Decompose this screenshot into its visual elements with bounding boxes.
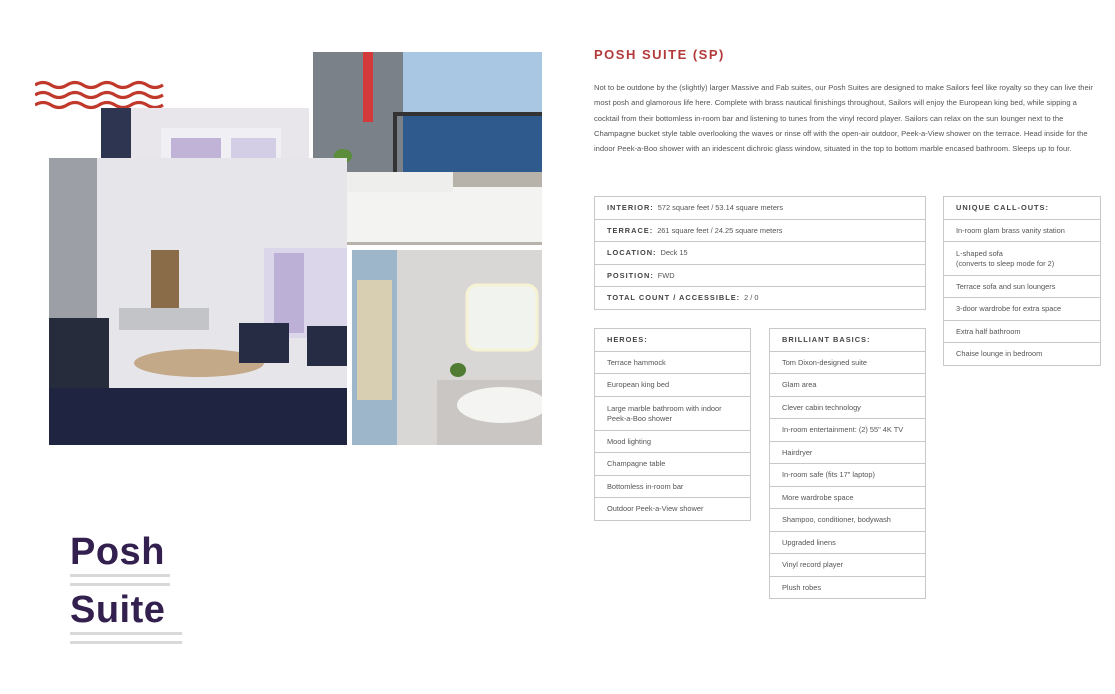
spec-label: INTERIOR: <box>607 203 654 212</box>
basics-table <box>769 328 926 599</box>
brand-underline <box>70 632 182 635</box>
list-item: Glam area <box>769 374 926 397</box>
list-item: In-room glam brass vanity station <box>943 220 1101 242</box>
lounge-photo <box>49 158 347 445</box>
list-item: Plush robes <box>769 577 926 599</box>
spec-value: 572 square feet / 53.14 square meters <box>657 203 784 212</box>
bathroom-photo <box>352 250 542 445</box>
page-title: POSH SUITE (SP) <box>594 47 725 62</box>
list-item: Bottomless in-room bar <box>594 476 751 498</box>
list-item: More wardrobe space <box>769 487 926 509</box>
list-item: Clever cabin technology <box>769 397 926 419</box>
spec-value: 2 / 0 <box>744 293 759 302</box>
list-item: Upgraded linens <box>769 532 926 554</box>
list-item: Chaise lounge in bedroom <box>943 343 1101 366</box>
brand-line-2: Suite <box>70 589 166 631</box>
spec-value: 261 square feet / 24.25 square meters <box>657 225 783 235</box>
list-item: In-room safe (fits 17" laptop) <box>769 464 926 487</box>
list-item: Vinyl record player <box>769 554 926 577</box>
brand-underline <box>70 583 170 586</box>
specs-table <box>594 196 926 310</box>
list-item: Large marble bathroom with indoor Peek-a-Boo shower <box>594 397 751 431</box>
spec-row <box>594 220 926 242</box>
spec-label: LOCATION: <box>607 248 657 257</box>
list-item: 3-door wardrobe for extra space <box>943 298 1101 321</box>
list-item: European king bed <box>594 374 751 397</box>
list-item: Hairdryer <box>769 442 926 464</box>
brand-underline <box>70 641 182 644</box>
spec-label: TOTAL COUNT / ACCESSIBLE: <box>607 293 741 302</box>
unique-callouts-table <box>943 196 1101 366</box>
spec-label: TERRACE: <box>607 225 654 235</box>
list-item: L-shaped sofa (converts to sleep mode for 2) <box>943 242 1101 276</box>
list-item: Outdoor Peek-a-View shower <box>594 498 751 521</box>
brand-line-1: Posh <box>70 531 165 573</box>
heroes-table <box>594 328 751 521</box>
spec-row <box>594 197 926 220</box>
spec-row <box>594 242 926 265</box>
table-header: BRILLIANT BASICS: <box>769 329 926 352</box>
spec-row <box>594 265 926 287</box>
list-item: Shampoo, conditioner, bodywash <box>769 509 926 532</box>
list-item: Terrace sofa and sun loungers <box>943 276 1101 298</box>
list-item: Extra half bathroom <box>943 321 1101 343</box>
spec-row <box>594 287 926 310</box>
spec-value: FWD <box>657 270 675 280</box>
spec-label: POSITION: <box>607 270 654 280</box>
list-item: Champagne table <box>594 453 751 476</box>
brand-underline <box>70 574 170 577</box>
table-header: UNIQUE CALL-OUTS: <box>943 197 1101 220</box>
list-item: Mood lighting <box>594 431 751 453</box>
terrace-photo <box>313 52 542 245</box>
list-item: Tom Dixon-designed suite <box>769 352 926 374</box>
spec-value: Deck 15 <box>660 248 688 257</box>
suite-description: Not to be outdone by the (slightly) larger Massive and Fab suites, our Posh Suites are designed to make Sailors feel like royalty so they can live their most posh and glamorous life here. Complete with brass nautical finishings throughout, Sailors will enjoy the European king bed, while sipping a cocktail from their bottomless in-room bar and listening to tunes from the vinyl record player. Sailors can relax on the sun lounger next to the Champagne bucket style table overlooking the waves or rinse off with the open-air outdoor, Peek-a-View shower on the terrace. Head inside for the indoor Peek-a-Boo shower with an iridescent dichroic glass window, situated in the top to bottom marble encased bathroom. Sleeps up to four. <box>594 83 1093 154</box>
table-header: HEROES: <box>594 329 751 352</box>
list-item: Terrace hammock <box>594 352 751 374</box>
list-item: In-room entertainment: (2) 55" 4K TV <box>769 419 926 442</box>
